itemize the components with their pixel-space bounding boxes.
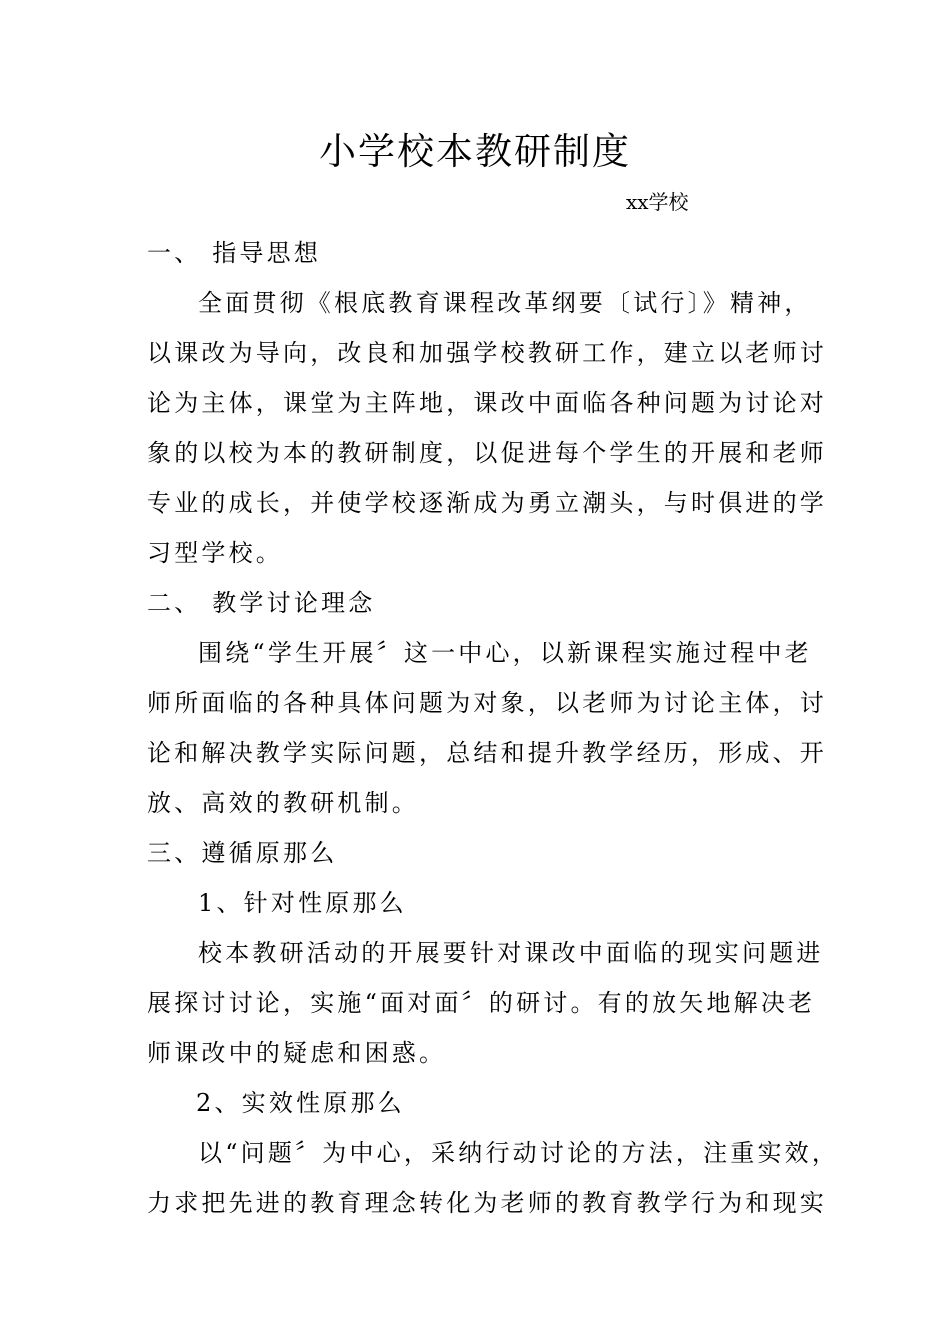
paragraph-line: 力求把先进的教育理念转化为老师的教育教学行为和现实	[147, 1189, 827, 1217]
subheading-effectiveness-principle: 2、实效性原那么	[196, 1089, 405, 1117]
subheading-targeted-principle: 1、针对性原那么	[198, 889, 407, 917]
paragraph-line: 围绕“学生开展〞这一中心，以新课程实施过程中老	[198, 639, 812, 667]
paragraph-line: 以课改为导向，改良和加强学校教研工作，建立以老师讨	[147, 339, 827, 367]
paragraph-line: 全面贯彻《根底教育课程改革纲要〔试行〕》精神，	[198, 289, 812, 317]
section-heading-teaching-philosophy: 二、 教学讨论理念	[147, 589, 376, 617]
organization-name: xx学校	[626, 190, 689, 214]
paragraph-line: 师所面临的各种具体问题为对象，以老师为讨论主体，讨	[147, 689, 827, 717]
paragraph-line: 放、高效的教研机制。	[147, 789, 419, 817]
paragraph-line: 论和解决教学实际问题，总结和提升教学经历，形成、开	[147, 739, 827, 767]
paragraph-line: 展探讨讨论，实施“面对面〞的研讨。有的放矢地解决老	[147, 989, 816, 1017]
paragraph-line: 论为主体，课堂为主阵地，课改中面临各种问题为讨论对	[147, 389, 827, 417]
paragraph-line: 校本教研活动的开展要针对课改中面临的现实问题进	[198, 939, 824, 967]
paragraph-line: 专业的成长，并使学校逐渐成为勇立潮头，与时俱进的学	[147, 489, 827, 517]
section-heading-principles: 三、遵循原那么	[147, 839, 338, 867]
paragraph-line: 师课改中的疑虑和困惑。	[147, 1039, 447, 1067]
section-heading-guiding-ideology: 一、 指导思想	[147, 239, 322, 267]
paragraph-line: 以“问题〞为中心，采纳行动讨论的方法，注重实效，	[198, 1139, 840, 1167]
paragraph-line: 象的以校为本的教研制度，以促进每个学生的开展和老师	[147, 439, 827, 467]
document-title: 小学校本教研制度	[319, 130, 631, 173]
paragraph-line: 习型学校。	[147, 539, 283, 567]
